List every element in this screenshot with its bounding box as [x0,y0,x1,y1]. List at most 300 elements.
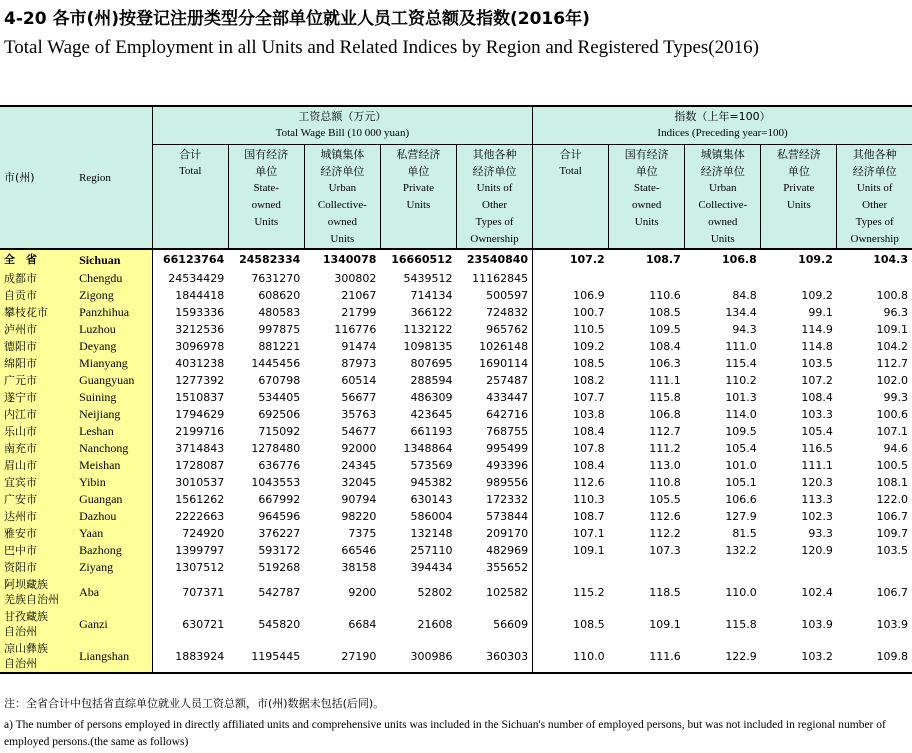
wage-cell: 23540840 [466,253,529,266]
wage-cell: 1844418 [152,287,228,304]
wage-cell: 66123764 [152,249,228,270]
index-cell: 108.4 [533,423,609,440]
wage-cell: 3010537 [152,474,228,491]
table-row [0,249,912,270]
table-row [0,304,912,321]
index-cell: 108.5 [533,608,609,640]
index-cell [609,559,685,576]
index-cell: 112.2 [649,527,681,540]
city-name-zh: 全 省 [0,249,75,270]
index-cell: 109.2 [533,338,609,355]
index-col-header: 合计 Total [533,145,609,250]
region-name-en: Yibin [75,474,152,491]
index-col-header: 城镇集体 经济单位 Urban Collective- owned Units [685,145,761,250]
region-name-en: Suining [75,389,152,406]
index-cell: 100.8 [876,289,908,302]
wage-cell: 98220 [341,510,377,523]
wage-cell: 21067 [341,289,377,302]
index-cell: 104.2 [876,340,908,353]
footnote-zh: 注：全省合计中包括省直综单位就业人员工资总额，市(州)数据未包括(后同)。 [4,697,385,710]
wage-cell: 56677 [341,391,377,404]
index-cell: 111.1 [801,459,833,472]
region-name-en: Neijiang [75,406,152,423]
index-cell: 105.4 [801,425,833,438]
index-cell: 114.0 [725,408,757,421]
wage-cell: 102582 [486,585,529,599]
city-header: 市(州) [0,106,75,249]
wage-cell: 630143 [410,493,453,506]
table-row [0,542,912,559]
wage-col-header: 城镇集体 经济单位 Urban Collective- owned Units [304,145,380,250]
wage-cell: 24582334 [239,253,301,266]
city-name-zh: 泸州市 [0,321,75,338]
index-cell: 111.1 [649,374,681,387]
index-cell: 120.9 [801,544,833,557]
index-cell: 103.8 [533,406,609,423]
index-cell: 106.8 [649,408,681,421]
region-name-en: Yaan [75,525,152,542]
index-cell: 106.9 [533,287,609,304]
region-name-en: Sichuan [75,249,152,270]
table-row [0,576,912,608]
wage-cell: 573569 [410,459,453,472]
index-cell: 110.6 [649,289,681,302]
region-name-en: Dazhou [75,508,152,525]
index-cell: 118.5 [649,585,681,599]
index-cell: 122.0 [876,493,908,506]
index-cell: 115.4 [725,357,757,370]
wage-cell: 500597 [486,289,529,302]
city-name-zh: 眉山市 [0,457,75,474]
table-row [0,406,912,423]
wage-cell: 32045 [341,476,377,489]
index-cell: 120.3 [801,476,833,489]
wage-cell: 11162845 [472,272,529,285]
index-cell: 109.5 [649,323,681,336]
wage-cell: 964596 [258,510,301,523]
index-cell: 103.5 [801,357,833,370]
wage-cell: 3212536 [152,321,228,338]
wage-cell: 670798 [258,374,301,387]
index-cell: 112.7 [649,425,681,438]
index-cell: 84.8 [732,289,757,302]
index-cell: 107.3 [649,544,681,557]
index-cell: 107.1 [876,425,908,438]
wage-cell: 714134 [410,289,453,302]
wage-cell: 24345 [341,459,377,472]
table-row [0,321,912,338]
wage-cell: 692506 [258,408,301,421]
index-cell: 102.4 [801,585,833,599]
wage-cell: 360303 [456,640,532,673]
city-name-zh: 乐山市 [0,423,75,440]
table-row [0,270,912,287]
index-cell [609,270,685,287]
wage-cell: 534405 [258,391,301,404]
table-row [0,423,912,440]
wage-cell: 715092 [258,425,301,438]
index-cell [533,270,609,287]
wage-cell: 586004 [410,510,453,523]
region-name-en: Guangyuan [75,372,152,389]
city-name-zh: 南充市 [0,440,75,457]
index-cell: 115.8 [725,617,757,631]
wage-cell: 1043553 [251,476,301,489]
wage-col-header: 国有经济 单位 State- owned Units [228,145,304,250]
index-cell [761,559,837,576]
region-name-en: Meishan [75,457,152,474]
wage-cell: 1026148 [479,340,529,353]
index-cell: 107.1 [533,525,609,542]
wage-cell: 394434 [410,561,453,574]
index-cell: 103.2 [761,640,837,673]
table-row [0,287,912,304]
region-name-en: Chengdu [75,270,152,287]
city-name-zh: 凉山彝族 自治州 [0,640,75,673]
index-cell: 108.7 [533,508,609,525]
wage-cell: 60514 [341,374,377,387]
index-cell: 108.4 [801,391,833,404]
wage-cell: 21799 [341,306,377,319]
index-cell: 111.2 [649,442,681,455]
index-cell: 104.3 [873,253,908,266]
index-cell: 108.5 [533,355,609,372]
wage-cell: 608620 [258,289,301,302]
wage-cell: 642716 [486,408,529,421]
index-cell: 109.8 [837,640,912,673]
wage-cell: 519268 [258,561,301,574]
wage-cell: 6684 [348,617,377,631]
wage-cell: 989556 [486,476,529,489]
wage-cell: 707371 [152,576,228,608]
table-row [0,457,912,474]
index-cell: 112.7 [876,357,908,370]
wage-cell: 1883924 [152,640,228,673]
index-cell: 134.4 [725,306,757,319]
wage-cell: 636776 [258,459,301,472]
wage-cell: 1445456 [251,357,301,370]
wage-cell: 1277392 [152,372,228,389]
wage-cell: 1278480 [251,442,301,455]
wage-cell: 1690114 [479,357,529,370]
wage-cell: 1195445 [228,640,304,673]
wage-cell: 423645 [410,408,453,421]
index-cell [837,270,912,287]
index-cell: 108.4 [649,340,681,353]
wage-cell: 593172 [258,544,301,557]
wage-cell: 3096978 [152,338,228,355]
region-name-en: Luzhou [75,321,152,338]
index-cell: 106.3 [649,357,681,370]
index-cell: 108.4 [533,457,609,474]
table-title-en: Total Wage of Employment in all Units and Related Indices by Region and Registered Types(2016) [4,37,759,58]
index-cell: 108.1 [876,476,908,489]
index-cell: 108.7 [645,253,681,266]
index-group-header: 指数（上年=100） Indices (Preceding year=100) [533,106,912,145]
table-row [0,508,912,525]
region-name-en: Liangshan [75,640,152,673]
wage-cell: 35763 [341,408,377,421]
index-cell: 109.2 [798,253,833,266]
index-cell: 105.1 [725,476,757,489]
wage-cell: 945382 [410,476,453,489]
wage-cell: 768755 [486,425,529,438]
index-cell: 112.6 [533,474,609,491]
wage-col-header: 其他各种 经济单位 Units of Other Types of Ownership [456,145,532,250]
wage-cell: 661193 [410,425,453,438]
wage-group-header: 工资总额（万元） Total Wage Bill (10 000 yuan) [152,106,532,145]
wage-cell: 493396 [486,459,529,472]
wage-cell: 91474 [341,340,377,353]
wage-cell: 1399797 [152,542,228,559]
index-cell: 103.9 [876,617,908,631]
region-name-en: Ganzi [75,608,152,640]
index-cell: 107.2 [533,249,609,270]
index-cell: 94.3 [732,323,757,336]
city-name-zh: 雅安市 [0,525,75,542]
city-name-zh: 自贡市 [0,287,75,304]
wage-cell: 355652 [486,561,529,574]
region-name-en: Bazhong [75,542,152,559]
wage-cell: 7631270 [251,272,301,285]
wage-cell: 300986 [380,640,456,673]
table-row [0,525,912,542]
region-name-en: Deyang [75,338,152,355]
index-cell: 115.8 [649,391,681,404]
wage-cell: 87973 [341,357,377,370]
table-row [0,608,912,640]
region-name-en: Nanchong [75,440,152,457]
wage-cell: 90794 [341,493,377,506]
wage-cell: 724832 [486,306,529,319]
wage-cell: 257110 [410,544,453,557]
index-cell [533,559,609,576]
wage-cell: 1340078 [322,253,377,266]
wage-cell: 116776 [334,323,377,336]
wage-cell: 3714843 [152,440,228,457]
index-cell: 109.1 [876,323,908,336]
index-cell: 110.8 [649,476,681,489]
wage-cell: 172332 [486,493,529,506]
wage-cell: 209170 [486,527,529,540]
wage-cell: 66546 [341,544,377,557]
wage-cell: 1728087 [152,457,228,474]
table-row [0,640,912,673]
wage-cell: 54677 [341,425,377,438]
index-cell: 102.0 [876,374,908,387]
wage-cell: 288594 [410,374,453,387]
index-cell: 127.9 [725,510,757,523]
index-cell: 116.5 [801,442,833,455]
index-cell: 109.1 [649,617,681,631]
region-name-en: Guangan [75,491,152,508]
index-cell: 99.1 [808,306,833,319]
index-cell: 107.8 [533,440,609,457]
index-cell [837,559,912,576]
region-header: Region [75,106,152,249]
wage-col-header: 合计 Total [152,145,228,250]
table-row [0,355,912,372]
city-name-zh: 绵阳市 [0,355,75,372]
table-row [0,338,912,355]
index-cell: 110.0 [533,640,609,673]
index-cell: 103.9 [801,617,833,631]
index-cell: 105.4 [725,442,757,455]
wage-cell: 4031238 [152,355,228,372]
index-cell: 122.9 [685,640,761,673]
city-name-zh: 达州市 [0,508,75,525]
index-cell: 106.6 [725,493,757,506]
wage-cell: 376227 [258,527,301,540]
wage-cell: 56609 [493,617,529,631]
index-cell: 99.3 [883,391,908,404]
city-name-zh: 成都市 [0,270,75,287]
wage-cell: 5439512 [403,272,453,285]
table-row [0,559,912,576]
city-name-zh: 资阳市 [0,559,75,576]
wage-cell: 92000 [341,442,377,455]
wage-cell: 257487 [486,374,529,387]
wage-cell: 995499 [486,442,529,455]
wage-cell: 807695 [410,357,453,370]
wage-cell: 573844 [486,510,529,523]
wage-cell: 542787 [258,585,301,599]
wage-col-header: 私营经济 单位 Private Units [380,145,456,250]
wage-cell: 27190 [304,640,380,673]
city-name-zh: 广安市 [0,491,75,508]
wage-cell: 1593336 [152,304,228,321]
index-cell: 112.6 [649,510,681,523]
city-name-zh: 阿坝藏族 羌族自治州 [0,576,75,608]
table-title-zh: 4-20 各市(州)按登记注册类型分全部单位就业人员工资总额及指数(2016年) [4,9,590,29]
index-cell: 101.3 [725,391,757,404]
wage-cell: 38158 [341,561,377,574]
city-name-zh: 攀枝花市 [0,304,75,321]
index-cell: 103.3 [801,408,833,421]
region-name-en: Panzhihua [75,304,152,321]
wage-cell: 9200 [348,585,377,599]
wage-cell: 486309 [410,391,453,404]
index-cell: 109.7 [876,527,908,540]
index-cell [685,559,761,576]
index-cell: 100.7 [533,304,609,321]
wage-cell: 997875 [258,323,301,336]
wage-cell: 7375 [348,527,377,540]
index-cell: 105.5 [649,493,681,506]
index-cell: 100.5 [876,459,908,472]
region-name-en: Mianyang [75,355,152,372]
wage-cell: 433447 [486,391,529,404]
index-cell: 110.5 [533,321,609,338]
city-name-zh: 遂宁市 [0,389,75,406]
wage-cell: 132148 [410,527,453,540]
index-cell: 132.2 [725,544,757,557]
index-cell: 113.3 [801,493,833,506]
wage-cell: 2222663 [152,508,228,525]
table-row [0,372,912,389]
city-name-zh: 广元市 [0,372,75,389]
region-name-en: Ziyang [75,559,152,576]
region-name-en: Aba [75,576,152,608]
index-cell: 110.3 [533,491,609,508]
index-cell: 107.7 [533,389,609,406]
wage-cell: 482969 [486,544,529,557]
index-cell: 114.8 [801,340,833,353]
index-cell: 115.2 [533,576,609,608]
index-cell: 108.5 [649,306,681,319]
table-row [0,440,912,457]
index-col-header: 私营经济 单位 Private Units [761,145,837,250]
city-name-zh: 德阳市 [0,338,75,355]
region-name-en: Zigong [75,287,152,304]
wage-cell: 24534429 [152,270,228,287]
wage-cell: 1132122 [403,323,453,336]
index-cell [761,270,837,287]
wage-cell: 16660512 [391,253,453,266]
region-name-en: Leshan [75,423,152,440]
wage-cell: 1510837 [152,389,228,406]
city-name-zh: 宜宾市 [0,474,75,491]
city-name-zh: 内江市 [0,406,75,423]
index-cell: 106.8 [722,253,757,266]
wage-cell: 724920 [152,525,228,542]
wage-cell: 545820 [258,617,301,631]
index-cell: 103.5 [876,544,908,557]
index-cell: 100.6 [876,408,908,421]
wage-cell: 630721 [152,608,228,640]
wage-cell: 1098135 [403,340,453,353]
index-cell: 101.0 [725,459,757,472]
wage-cell: 21608 [417,617,453,631]
index-cell: 94.6 [883,442,908,455]
index-cell: 108.2 [533,372,609,389]
index-cell: 81.5 [732,527,757,540]
index-cell: 113.0 [649,459,681,472]
wage-cell: 366122 [410,306,453,319]
wage-cell: 667992 [258,493,301,506]
index-cell: 109.2 [801,289,833,302]
wage-cell: 2199716 [152,423,228,440]
wage-cell: 1348864 [403,442,453,455]
footnote-en: a) The number of persons employed in directly affiliated units and comprehensive units was included in the Sichuan's number of employed persons, but was not included in regional number of employed persons.(the same as follows) [4,719,886,748]
index-cell: 107.2 [801,374,833,387]
index-cell: 96.3 [883,306,908,319]
table-row [0,491,912,508]
wage-cell: 1561262 [152,491,228,508]
index-cell: 114.9 [801,323,833,336]
index-cell: 106.7 [876,510,908,523]
index-cell: 102.3 [801,510,833,523]
index-cell: 93.3 [808,527,833,540]
index-cell: 109.5 [725,425,757,438]
wage-cell: 1794629 [152,406,228,423]
index-cell: 106.7 [876,585,908,599]
wage-cell: 881221 [258,340,301,353]
index-cell: 111.6 [609,640,685,673]
city-name-zh: 甘孜藏族 自治州 [0,608,75,640]
index-cell: 110.0 [725,585,757,599]
wage-cell: 965762 [486,323,529,336]
index-cell: 109.1 [533,542,609,559]
table-row [0,389,912,406]
wage-table [0,105,912,674]
city-name-zh: 巴中市 [0,542,75,559]
wage-cell: 52802 [417,585,453,599]
wage-cell: 300802 [334,272,377,285]
index-cell [685,270,761,287]
index-col-header: 国有经济 单位 State- owned Units [609,145,685,250]
index-cell: 111.0 [725,340,757,353]
